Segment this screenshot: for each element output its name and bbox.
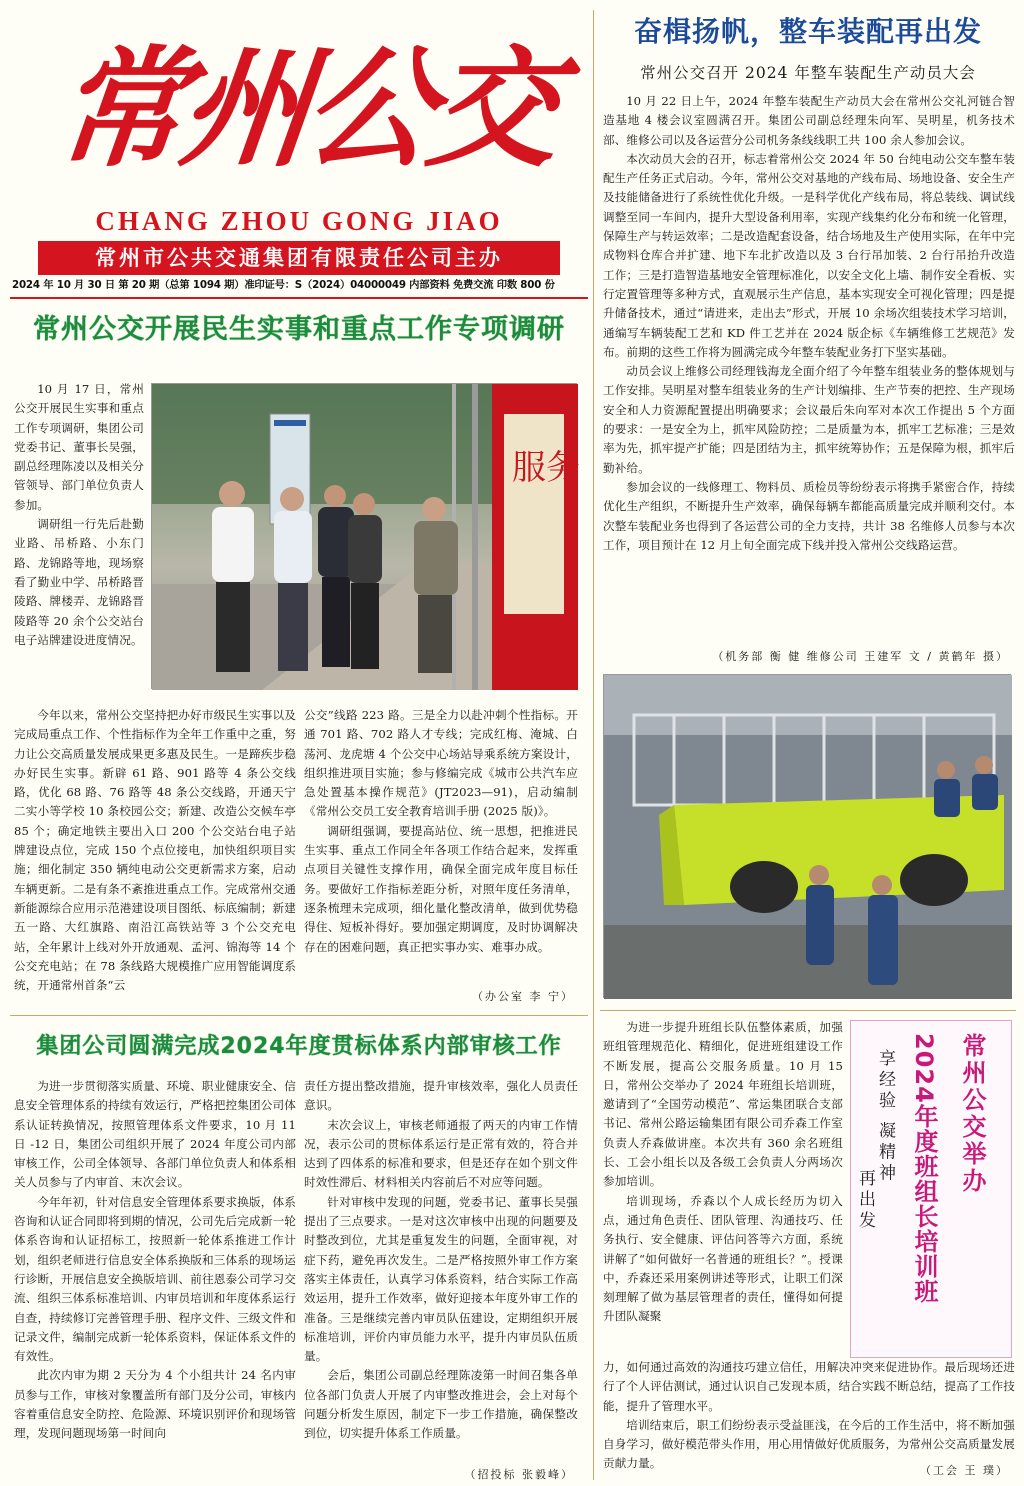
article1-intro <box>14 380 144 702</box>
issue-line: 2024 年 10 月 30 日 第 20 期（总第 1094 期）准印证号：S（2024）04000049 内部资料 免费交流 印数 800 份 <box>12 279 555 291</box>
article3-headline: 奋楫扬帆，整车装配再出发 <box>633 15 982 48</box>
article4-title-main: 常州公交举办 <box>958 1033 986 1195</box>
article1-divider <box>10 1015 588 1016</box>
article1-photo <box>151 383 580 689</box>
people-group <box>212 481 458 673</box>
article2-col2-p2: 末次会议上，审核老师通报了两天的内审工作情况，表示公司的贯标体系运行是正常有效的，符合并达到了四体系的标准和要求，但是还存在如个别文件时效性滞后、材料相关内容前后不对应等问题。 <box>304 1117 578 1190</box>
article4-p1: 为进一步提升班组长队伍整体素质，加强班组管理规范化、精细化，促进班组建设工作不断发展，提高公交服务质量。10 月 15 日，常州公交举办了 2024 年班组长培训班，邀请到了“全国劳动模范”、常运集团联合支部书记、常州公路运输集团有限公司乔森工作室负责人乔森做讲座。本次共有 360 余名班组长、工会小组长以及各级工会负责人分两场次参加培训。 <box>603 1020 843 1189</box>
article1-para2: 调研组一行先后赴勤业路、吊桥路、小东门路、龙锦路等地，现场察看了勤业中学、吊桥路晋陵路、牌楼弄、龙锦路晋陵路等 20 余个公交站台电子站牌建设进度情况。 <box>14 517 144 647</box>
article4-wide-p2: 培训结束后，职工们纷纷表示受益匪浅，在今后的工作生活中，将不断加强自身学习，做好模范带头作用，用心用情做好优质服务，为常州公交高质量发展贡献力量。 <box>603 1417 1015 1471</box>
masthead <box>10 8 588 298</box>
article1-col-right <box>304 706 578 982</box>
article1-para5: 调研组强调，要提高站位、统一思想，把推进民生实事、重点工作同全年各项工作结合起来，发挥重点项目关键性支撑作用，确保全面完成年度目标任务。要做好工作指标差距分析，对照年度任务清单，逐条梳理未完成项，细化量化整改清单，做到优势稳得住、短板补得好。要加强定期调度，及时协调解决存在的困难问题，真正把实事办实、难事办成。 <box>304 823 578 954</box>
article1-para4: 公交”线路 223 路。三是全力以赴冲刺个性指标。开通 701 路、702 路人才专线；完成红梅、淹城、白荡河、龙虎塘 4 个公交中心场站导乘系统方案设计，组织推进项目实施；参与修编完成《城市公共汽车应急处置基本操作规范》(JT2023—91)，启动编制《常州公交员工安全教育培训手册 (2025 版)》。 <box>304 708 578 819</box>
column-divider <box>593 10 594 1480</box>
article4-title-year: 2024年度班组长培训班 <box>910 1033 938 1304</box>
article3-p1: 10 月 22 日上午，2024 年整车装配生产动员大会在常州公交礼河链合智造基地 4 楼会议室圆满召开。集团公司副总经理朱向军、吴明星，机务技术部、维修公司以及各运营分公司机务条线线职工共 100 余人参加会议。 <box>603 94 1015 147</box>
article3-body <box>603 92 1015 644</box>
article2-col2-p3: 针对审核中发现的问题，党委书记、董事长吴强提出了三点要求。一是对这次审核中出现的问题要及时整改到位，尤其是重复发生的问题，全面审视，对症下药，避免再次发生。二是严格按照外审工作方案落实主体责任，认真学习体系资料，结合实际工作高效运用，提升工作效率，做好迎接本年度外审工作的准备。三是继续完善内审员队伍建设，定期组织开展标准培训，评价内审员能力水平，提升内审员队伍质量。 <box>304 1194 578 1364</box>
masthead-divider <box>10 297 588 299</box>
pinyin-line: CHANG ZHOU GONG JIAO <box>95 206 503 236</box>
article4-title-box <box>850 1020 1012 1358</box>
article1-headline: 常州公交开展民生实事和重点工作专项调研 <box>33 314 565 345</box>
article3-credit: （机务部 衡 健 维修公司 王建军 文 / 黄鹤年 摄） <box>712 650 1009 663</box>
article2-col2 <box>304 1077 578 1463</box>
article2-col1-p3: 此次内审为期 2 天分为 4 个小组共计 24 名内审员参与工作，审核对象覆盖所有部门及分公司，审核内容着重信息安全防控、危险源、环境识别评价和现场管理，发现问题现场第一时间向 <box>14 1368 296 1441</box>
article3-p4: 参加会议的一线修理工、物料员、质检员等纷纷表示将携手紧密合作，持续优化生产组织，不断提升生产效率，确保每辆车都能高质量完成并顺利交付。本次整车装配业务也得到了各运营公司的全力支持，共计 38 名维修人员参与本次工作，项目预计在 12 月上旬全面完成下线并投入常州公交线路运营。 <box>603 479 1015 552</box>
article2-credit: （招投标 张毅峰） <box>464 1468 574 1481</box>
article3-divider <box>600 1010 1016 1011</box>
photo-sign-text: 服务 <box>512 448 580 488</box>
article3-p3: 动员会议上维修公司经理钱海龙全面介绍了今年整车组装业务的整体规划与工作安排。吴明星对整车组装业务的生产计划编排、生产节奏的把控、生产现场安全和人力资源配置提出明确要求；会议最后朱向军对本次工作提出 5 个方面的要求：一是安全为上，抓牢风险防控；二是质量为本，抓牢工艺标准；三是效率为先，抓牢提产扩能；四是团结为主，抓牢统筹协作；五是保障为根，抓牢后勤补给。 <box>603 364 1015 475</box>
article4-tagline-b: 再出发 <box>855 1169 875 1232</box>
article3-p2: 本次动员大会的召开，标志着常州公交 2024 年 50 台纯电动公交车整车装配生产任务正式启动。今年，常州公交对基地的产线布局、场地设备、安全生产及技能储备进行了系统性优化升级。一是科学优化产线布局，将总装线、调试线调整至同一车间内，提升大型设备利用率，实现产线集约化分布和统一化管理，保障生产与转运效率；二是改造配套设备，结合场地及生产使用实际，在年中完成物料仓库合并扩建、地下车北扩改造以及 3 台行吊加装、2 台行吊抬升改造工作；三是打造智造基地安全管理标准化，以安全文化上墙、制作安全看板、实行定置管理等多种方式，直观展示生产信息，基本实现安全可视化管理；四是提升储备技术，通过“请进来，走出去”形式，开展 10 余场次组装技术学习培训，通编写车辆装配工艺和 KD 件工艺并在 2024 版企标《车辆维修工艺规范》发布。前期的这些工作将为圆满完成今年整车装配业务打下坚实基础。 <box>603 151 1015 359</box>
article2-col1 <box>14 1077 296 1482</box>
article2-col2-p4: 会后，集团公司副总经理陈凌第一时间召集各单位各部门负责人开展了内审整改推进会，会上对每个问题分析发生原因，制定下一步工作措施，确保整改到位，切实提升体系工作质量。 <box>304 1368 578 1441</box>
article3-subhead: 常州公交召开 2024 年整车装配生产动员大会 <box>640 64 976 82</box>
article3-photo-svg <box>604 675 1012 999</box>
sponsor-text: 常州市公共交通集团有限责任公司主办 <box>95 246 503 270</box>
article1-para3: 今年以来，常州公交坚持把办好市级民生实事以及完成局重点工作、个性指标作为全年工作重中之重，努力让公交高质量发展成果更多惠及民生。一是蹄疾步稳办好民生实事。新辟 61 路、901 路等 4 条公交线路，优化 68 路、76 路等 48 条公交线路，开通天宁二实小等学校 10 条校园公交；新建、改造公交候车亭 85 个；确定地铁主要出入口 200 个公交站台电子站牌建设点位，完成 150 个点位接电，加快组织项目实施；细化制定 350 辆纯电动公交更新需求方案，启动车辆更新。二是有条不紊推进重点工作。完成常州交通新能源综合应用示范港建设项目图纸、标底编制；新建五一路、大红旗路、南沿江高铁站等 3 个公交充电站，全年累计上线对外开放通观、孟河、锦海等 14 个公交充电站；在 78 条线路大规模推广应用智能调度系统，开通常州首条“云 <box>14 708 296 993</box>
article3-photo <box>603 674 1011 998</box>
article1-intro-para: 10 月 17 日，常州公交开展民生实事和重点工作专项调研，集团公司党委书记、董事长吴强，副总经理陈凌以及相关分管领导、部门单位负责人参加。 <box>14 382 144 512</box>
article2-col1-p1: 为进一步贯彻落实质量、环境、职业健康安全、信息安全管理体系的持续有效运行，严格把控集团公司体系认证转换情况，按照管理体系文件要求，10 月 11 日 -12 日，集团公司组织开展了 2024 年度公司内部审核工作，公司全体领导、各部门单位负责人和体系相关人员参与了内审首、末次会议。 <box>14 1079 296 1190</box>
logo-text: 常州公交 <box>48 32 562 185</box>
article2-col1-p2: 今年年初，针对信息安全管理体系要求换版，体系咨询和认证合同即将到期的情况，公司先后完成新一轮体系咨询和认证招标工，按照新一轮体系推进工作计划，组织老师进行信息安全体系换版和三体系的现场运行诊断，开展信息安全换版培训、前往恩泰公司学习交流、组织三体系标准培训、内审员培训和年度体系运行自查，持续修订完善管理手册、程序文件、三级文件和记录文件，编制完成新一轮体系资料，保证体系文件的有效性。 <box>14 1194 296 1364</box>
article1-col-left <box>14 706 296 1012</box>
sponsor-bar <box>38 241 560 275</box>
article1-photo-svg <box>152 384 578 690</box>
article2-headline: 集团公司圆满完成2024年度贯标体系内部审核工作 <box>36 1034 562 1059</box>
article4-tagline-a: 享经验 凝精神 <box>875 1049 895 1185</box>
article2-col2-p1: 责任方提出整改措施，提升审核效率，强化人员责任意识。 <box>304 1079 578 1113</box>
article4-p2: 培训现场，乔森以个人成长经历为切入点，通过角色责任、团队管理、沟通技巧、任务执行、安全健康、评估问答等六方面，系统讲解了“如何做好一名普通的班组长？”。授课中，乔森还采用案例讲述等形式，让职工们深刻理解了做为基层管理者的责任，懂得如何提升团队凝聚 <box>603 1193 843 1324</box>
article4-wide-p1: 力，如何通过高效的沟通技巧建立信任，用解决冲突来促进协作。最后现场还进行了个人评估测试，通过认识自己发现本质，结合实践不断总结，提高了工作技能，提升了管理水平。 <box>603 1360 1015 1413</box>
article4-col <box>603 1018 843 1358</box>
article4-credit: （工会 王 璞） <box>920 1464 1009 1477</box>
article1-credit: （办公室 李 宁） <box>472 990 574 1003</box>
